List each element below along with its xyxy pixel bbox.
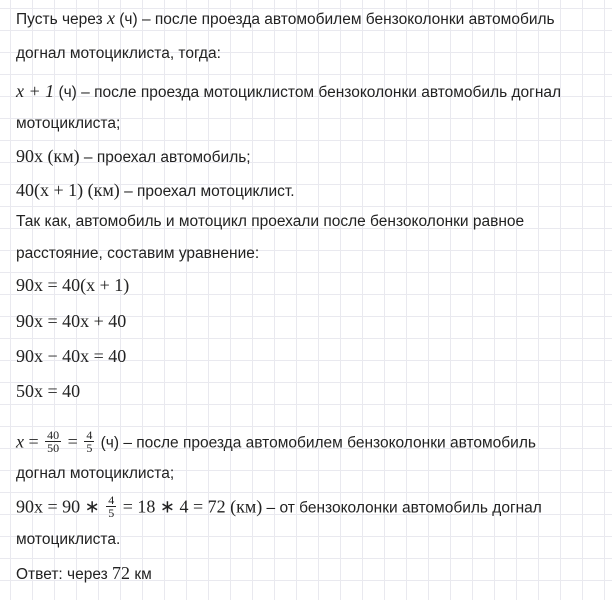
text-segment: Пусть через: [16, 11, 107, 28]
text-line-8: расстояние, составим уравнение:: [16, 245, 260, 262]
math-expression: 40(x + 1) (км): [16, 180, 120, 200]
fraction-denominator: 5: [86, 441, 93, 455]
text-line-15: [16, 493, 542, 521]
text-line-16: мотоциклиста.: [16, 531, 121, 548]
fraction-4-5: [106, 494, 116, 519]
text-segment: – проехал автомобиль;: [79, 149, 251, 166]
answer-value: 72: [112, 563, 131, 583]
equation-2: 90x = 40x + 40: [16, 311, 127, 331]
text-line-14: догнал мотоциклиста;: [16, 465, 175, 482]
text-line-13: [16, 428, 536, 456]
fraction-denominator: 50: [47, 441, 60, 455]
fraction-numerator: 4: [86, 428, 93, 442]
math-expression: = 18 ∗ 4 = 72 (км): [118, 496, 263, 517]
equation-3: 90x − 40x = 40: [16, 346, 127, 366]
text-segment: (ч) – после проезда автомобилем бензоколонки автомобиль: [96, 434, 536, 452]
fraction-numerator: 40: [47, 428, 60, 442]
fraction-denominator: 5: [108, 506, 115, 520]
answer-label: Ответ: через: [16, 566, 113, 583]
math-expression: x + 1: [16, 81, 55, 101]
text-line-6: [16, 180, 295, 202]
fraction-4-5: [84, 429, 94, 454]
math-equals: =: [24, 431, 44, 452]
text-line-2: догнал мотоциклиста, тогда:: [16, 45, 221, 62]
text-segment: – от бензоколонки автомобиль догнал: [262, 499, 542, 517]
math-equals: =: [63, 431, 83, 452]
equation-4: 50x = 40: [16, 381, 81, 401]
text-line-1: [16, 8, 555, 30]
math-expression: 90x = 90 ∗: [16, 496, 105, 517]
text-line-4: мотоциклиста;: [16, 115, 121, 132]
answer-line: [16, 563, 152, 585]
text-segment: – проехал мотоциклист.: [119, 183, 295, 200]
text-line-3: [16, 81, 561, 103]
math-variable-x: x: [16, 431, 24, 452]
math-expression: 90x (км): [16, 146, 80, 166]
fraction-40-50: [45, 429, 61, 454]
text-line-5: [16, 146, 251, 168]
equation-1: 90x = 40(x + 1): [16, 275, 130, 295]
math-variable-x: x: [106, 8, 115, 28]
text-segment: (ч) – после проезда автомобилем бензоколонки автомобиль: [114, 11, 555, 28]
text-segment: (ч) – после проезда мотоциклистом бензоколонки автомобиль догнал: [54, 84, 562, 101]
fraction-numerator: 4: [108, 493, 115, 507]
text-line-7: Так как, автомобиль и мотоцикл проехали после бензоколонки равное: [16, 213, 525, 230]
answer-unit: км: [130, 566, 152, 583]
